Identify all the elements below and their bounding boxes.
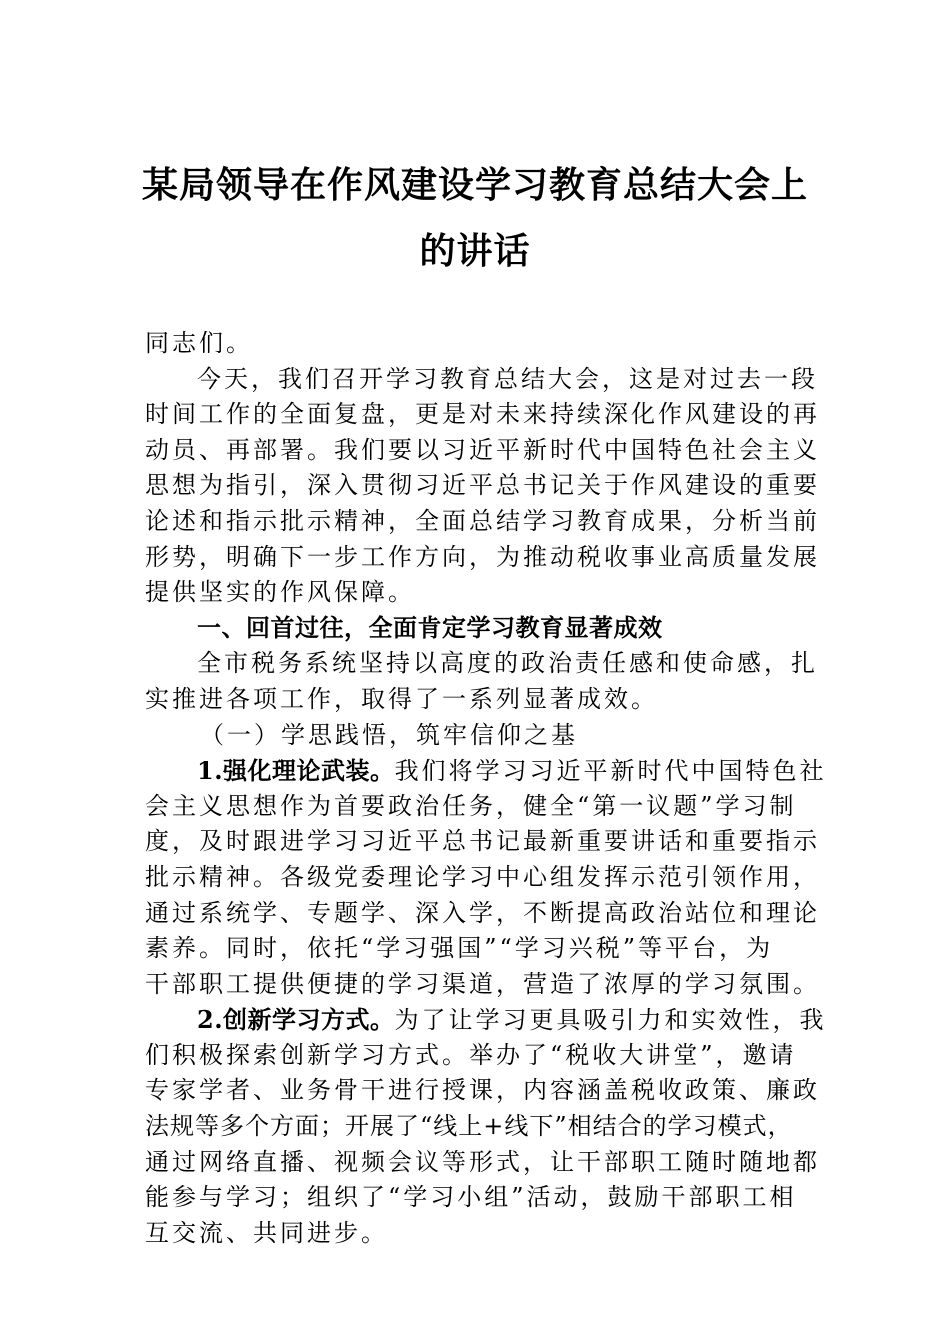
- subsection-1-heading: （一）学思践悟，筑牢信仰之基: [200, 720, 578, 749]
- item-1-line: 度，及时跟进学习习近平总书记最新重要讲话和重要指示: [145, 827, 820, 856]
- salutation: 同志们。: [145, 329, 253, 357]
- item-2-first-rest: 为了让学习更具吸引力和实效性，我: [394, 1006, 827, 1035]
- item-1-line: 会主义思想作为首要政治任务，健全“第一议题”学习制: [145, 791, 797, 820]
- intro-line: 动员、再部署。我们要以习近平新时代中国特色社会主义: [145, 435, 820, 464]
- section-1-line: 实推进各项工作，取得了一系列显著成效。: [145, 684, 658, 713]
- intro-line: 时间工作的全面复盘，更是对未来持续深化作风建设的再: [145, 400, 820, 429]
- item-1-first-rest: 我们将学习习近平新时代中国特色社: [394, 757, 827, 786]
- item-2-lead: 2.创新学习方式。: [197, 1005, 395, 1035]
- item-2-paragraph: [145, 1002, 827, 1251]
- intro-line: 提供坚实的作风保障。: [145, 578, 415, 607]
- item-1-line: 素养。同时，依托“学习强国”“学习兴税”等平台，为: [145, 934, 774, 963]
- section-1-heading: 一、回首过往，全面肯定学习教育显著成效: [197, 613, 663, 642]
- item-1-line: 通过系统学、专题学、深入学，不断提高政治站位和理论: [145, 898, 820, 927]
- title-line-2: 的讲话: [419, 230, 531, 272]
- intro-line: 论述和指示批示精神，全面总结学习教育成果，分析当前: [145, 506, 820, 535]
- intro-line: 形势，明确下一步工作方向，为推动税收事业高质量发展: [145, 542, 820, 571]
- item-1-first-line: [145, 753, 827, 789]
- item-2-line: 法规等多个方面；开展了“线上+线下”相结合的学习模式，: [145, 1112, 793, 1141]
- item-1-line: 批示精神。各级党委理论学习中心组发挥示范引领作用，: [145, 862, 820, 891]
- item-2-line: 能参与学习；组织了“学习小组”活动，鼓励干部职工相: [145, 1183, 797, 1212]
- item-2-line: 互交流、共同进步。: [145, 1218, 388, 1247]
- item-1-lead: 1.强化理论武装。: [197, 756, 395, 786]
- item-2-first-line: [145, 1002, 827, 1038]
- intro-line: 今天，我们召开学习教育总结大会，这是对过去一段: [197, 364, 818, 393]
- item-1-line: 干部职工提供便捷的学习渠道，营造了浓厚的学习氛围。: [145, 969, 820, 998]
- intro-line: 思想为指引，深入贯彻习近平总书记关于作风建设的重要: [145, 471, 820, 500]
- item-1-paragraph: [145, 753, 827, 1002]
- item-2-line: 专家学者、业务骨干进行授课，内容涵盖税收政策、廉政: [145, 1076, 820, 1105]
- section-1-line: 全市税务系统坚持以高度的政治责任感和使命感，扎: [197, 649, 818, 678]
- title-line-1: 某局领导在作风建设学习教育总结大会上: [141, 164, 808, 206]
- intro-paragraph: [145, 362, 820, 611]
- section-1-paragraph: [145, 646, 817, 717]
- document-title: [120, 152, 830, 284]
- item-2-line: 们积极探索创新学习方式。举办了“税收大讲堂”，邀请: [145, 1040, 797, 1069]
- document-body: [145, 326, 827, 1251]
- item-2-line: 通过网络直播、视频会议等形式，让干部职工随时随地都: [145, 1147, 820, 1176]
